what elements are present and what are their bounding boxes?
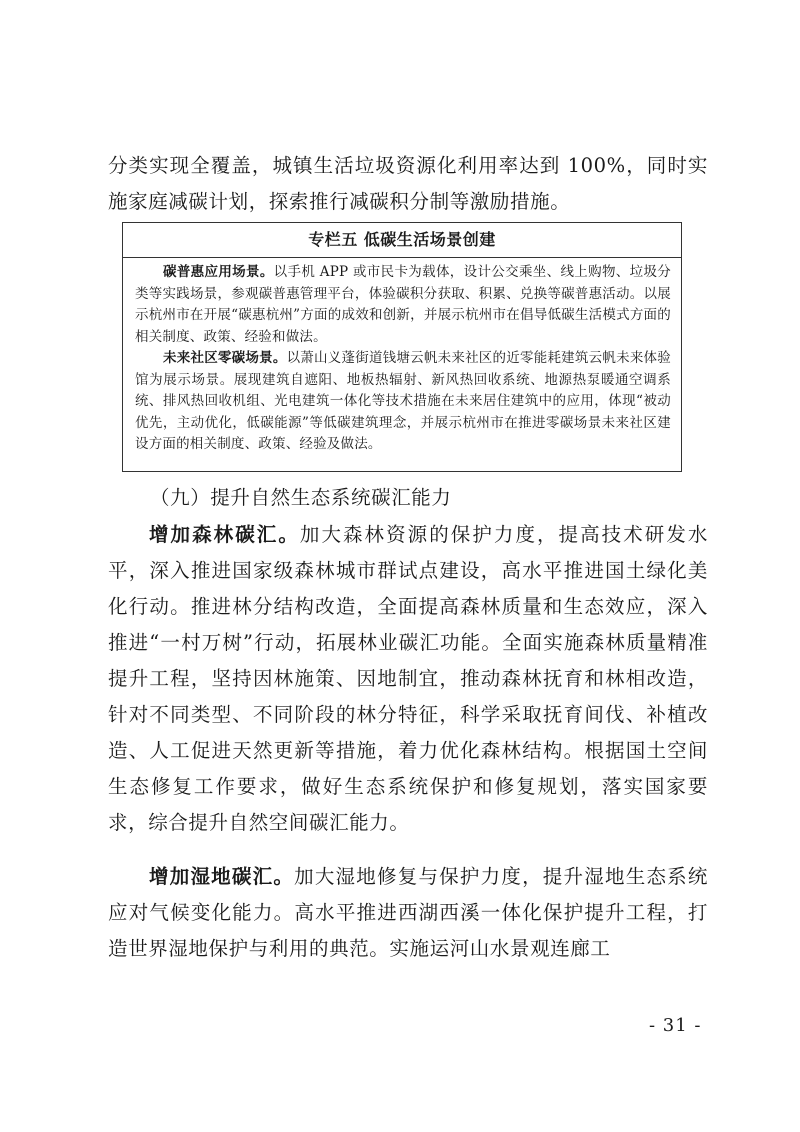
sidebar-box-item xyxy=(135,262,671,348)
sidebar-box-item-lead: 未来社区零碳场景。 xyxy=(163,350,287,366)
page-number: - 31 - xyxy=(649,1015,702,1036)
sidebar-box-item-lead: 碳普惠应用场景。 xyxy=(163,264,274,280)
section-heading: （九）提升自然生态系统碳汇能力 xyxy=(150,486,452,509)
sidebar-box-item-text: 以萧山义蓬街道钱塘云帆未来社区的近零能耗建筑云帆未来体验馆为展示场景。展现建筑自遮阳、地板热辐射、新风热回收系统、地源热泵暖通空调系统、排风热回收机组、光电建筑一体化等技术措施在未来居住建筑中的应用，体现“被动优先，主动优化，低碳能源”等低碳建筑理念，并展示杭州市在推进零碳场景未来社区建设方面的相关制度、政策、经验及做法。 xyxy=(135,350,671,452)
sidebar-box-body xyxy=(123,258,681,456)
sidebar-box-title: 专栏五 低碳生活场景创建 xyxy=(123,223,681,258)
body-paragraph xyxy=(108,859,708,967)
paragraph-lead: 增加森林碳汇。 xyxy=(149,523,300,546)
body-paragraph xyxy=(108,517,708,841)
sidebar-box-item xyxy=(135,348,671,456)
sidebar-box xyxy=(122,222,682,472)
paragraph-text: 加大湿地修复与保护力度，提升湿地生态系统应对气候变化能力。高水平推进西湖西溪一体化保护提升工程，打造世界湿地保护与利用的典范。实施运河山水景观连廊工 xyxy=(108,865,708,960)
sidebar-box-item-text: 以手机 APP 或市民卡为载体，设计公交乘坐、线上购物、垃圾分类等实践场景，参观碳普惠管理平台，体验碳积分获取、积累、兑换等碳普惠活动。以展示杭州市在开展“碳惠杭州”方面的成效和创新，并展示杭州市在倡导低碳生活模式方面的相关制度、政策、经验和做法。 xyxy=(135,264,671,345)
intro-paragraph: 分类实现全覆盖，城镇生活垃圾资源化利用率达到 100%，同时实施家庭减碳计划，探索推行减碳积分制等激励措施。 xyxy=(108,154,708,213)
paragraph-lead: 增加湿地碳汇。 xyxy=(149,865,295,888)
paragraph-text: 加大森林资源的保护力度，提高技术研发水平，深入推进国家级森林城市群试点建设，高水平推进国土绿化美化行动。推进林分结构改造，全面提高森林质量和生态效应，深入推进“一村万树”行动，拓展林业碳汇功能。全面实施森林质量精准提升工程，坚持因林施策、因地制宜，推动森林抚育和林相改造，针对不同类型、不同阶段的林分特征，科学采取抚育间伐、补植改造、人工促进天然更新等措施，着力优化森林结构。根据国土空间生态修复工作要求，做好生态系统保护和修复规划，落实国家要求，综合提升自然空间碳汇能力。 xyxy=(108,523,708,834)
